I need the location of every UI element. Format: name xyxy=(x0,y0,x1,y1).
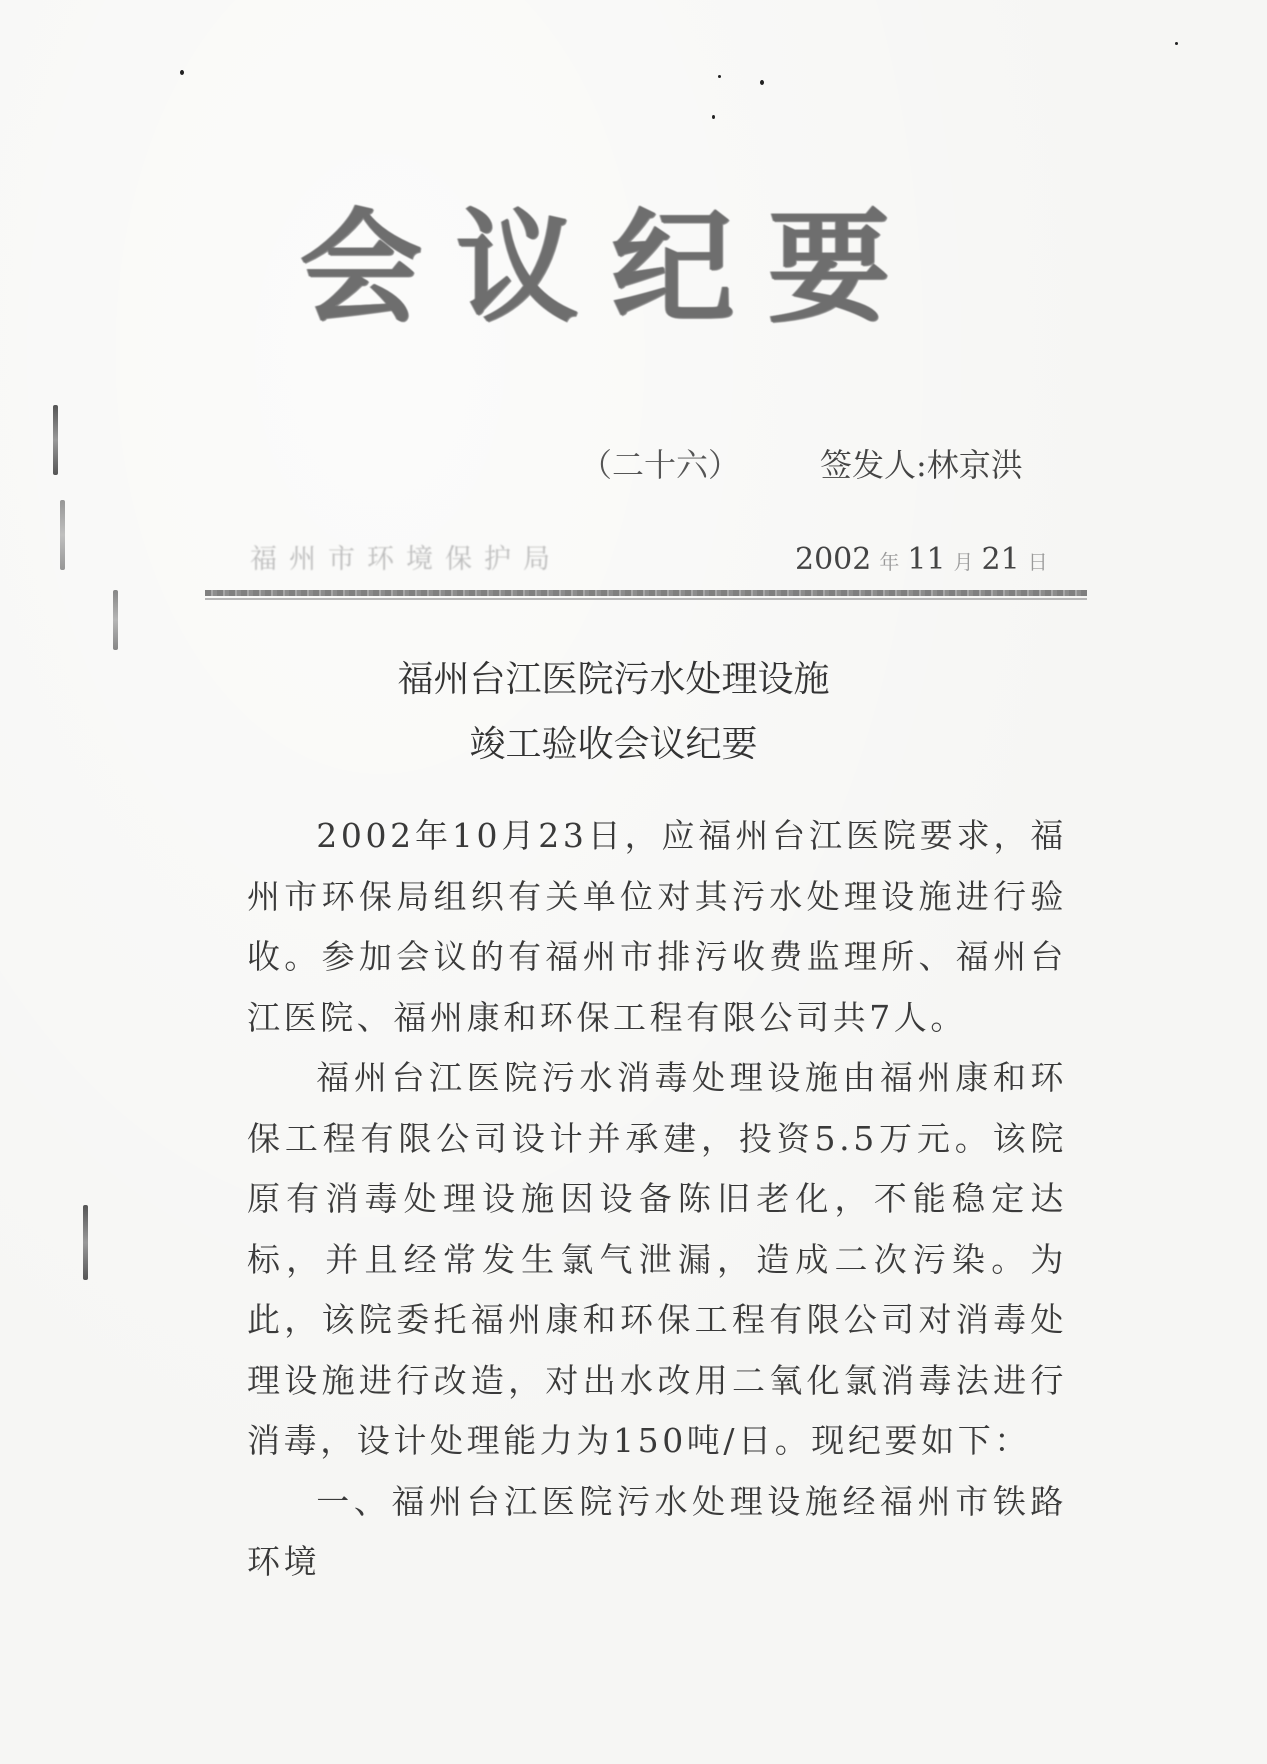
date-year-unit: 年 xyxy=(879,550,900,574)
binding-mark xyxy=(60,500,65,570)
document-title-line-2: 竣工验收会议纪要 xyxy=(469,724,758,765)
binding-mark xyxy=(53,405,58,475)
binding-mark xyxy=(113,590,118,650)
scan-speck xyxy=(760,80,764,85)
document-type-title: 会议纪要 xyxy=(300,197,924,339)
date-day: 21 xyxy=(981,542,1020,577)
issue-number: （二十六） xyxy=(580,446,741,484)
date-month: 11 xyxy=(907,542,946,577)
scan-speck xyxy=(718,75,721,78)
document-title-line-1: 福州台江医院污水处理设施 xyxy=(397,659,830,700)
body-paragraph: 一、福州台江医院污水处理设施经福州市铁路环境 xyxy=(247,1481,1067,1581)
date-day-unit: 日 xyxy=(1027,550,1048,574)
signer-name: 林京洪 xyxy=(926,446,1023,484)
document-body xyxy=(247,806,1067,1593)
signer-label: 签发人: xyxy=(820,446,927,484)
body-paragraph: 福州台江医院污水消毒处理设施由福州康和环保工程有限公司设计并承建，投资5.5万元。该院原有消毒处理设施因设备陈旧老化，不能稳定达标，并且经常发生氯气泄漏，造成二次污染。为此，该院委托福州康和环保工程有限公司对消毒处理设施进行改造，对出水改用二氧化氯消毒法进行消毒，设计处理能力为150吨/日。现纪要如下： xyxy=(247,1058,1067,1460)
issue-date xyxy=(795,535,1056,585)
scan-speck xyxy=(180,70,184,75)
header-divider xyxy=(205,590,1087,596)
scan-speck xyxy=(1175,42,1178,45)
scan-speck xyxy=(712,115,715,119)
binding-mark xyxy=(83,1205,88,1280)
signer-block xyxy=(820,440,1023,490)
issuing-organization: 福州市环境保护局 xyxy=(250,544,562,575)
header-divider-thin xyxy=(205,598,1087,600)
body-paragraph: 2002年10月23日，应福州台江医院要求，福州市环保局组织有关单位对其污水处理设施进行验收。参加会议的有福州市排污收费监理所、福州台江医院、福州康和环保工程有限公司共7人。 xyxy=(247,816,1067,1037)
date-month-unit: 月 xyxy=(953,550,974,574)
date-year: 2002 xyxy=(795,542,872,577)
